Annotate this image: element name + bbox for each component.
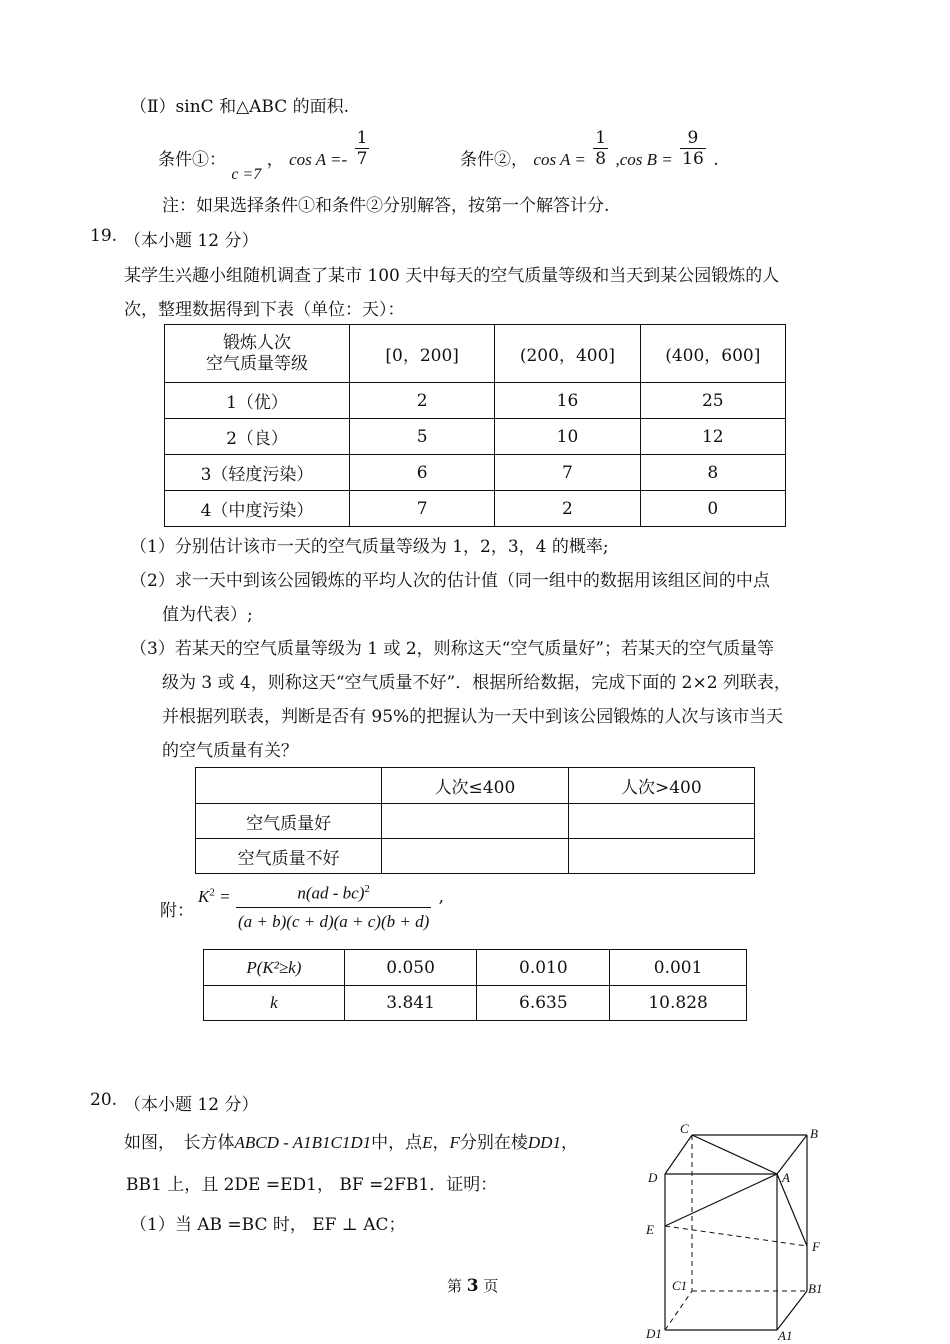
page-footer bbox=[447, 1275, 498, 1296]
row-label: 2（良） bbox=[165, 419, 350, 455]
cond2-b-denominator: 16 bbox=[682, 149, 704, 169]
row-label: 空气质量好 bbox=[196, 804, 382, 839]
formula-numerator-exponent: 2 bbox=[364, 883, 370, 895]
column-header: (200，400] bbox=[495, 325, 640, 383]
edge-line bbox=[665, 1135, 692, 1174]
q20-line2: BB1 上，且 2DE =ED1， BF =2FB1．证明： bbox=[126, 1175, 498, 1195]
cond2-end: . bbox=[713, 150, 719, 170]
q20-points: （本小题 12 分） bbox=[124, 1095, 259, 1115]
edge-line bbox=[665, 1174, 777, 1226]
table-row bbox=[165, 383, 786, 419]
vertex-label-c: C bbox=[680, 1121, 689, 1136]
q20-line1-text: ， bbox=[432, 1133, 450, 1153]
column-header: (400，600] bbox=[640, 325, 785, 383]
table-cell: 0 bbox=[640, 491, 785, 527]
vertex-label-a: A bbox=[782, 1170, 790, 1185]
q18-condition-2 bbox=[460, 128, 719, 174]
table-row bbox=[196, 839, 755, 874]
vertex-label-d1: D1 bbox=[646, 1326, 662, 1341]
table-cell: 7 bbox=[350, 491, 495, 527]
cond1-cos: cos A =- bbox=[289, 150, 348, 169]
q20-line1 bbox=[124, 1128, 578, 1153]
row-label: 空气质量不好 bbox=[196, 839, 382, 874]
edge-line bbox=[777, 1291, 807, 1330]
blank-cell[interactable] bbox=[568, 839, 754, 874]
formula-numerator-text: n(ad - bc) bbox=[297, 883, 365, 903]
q18-note: 注：如果选择条件①和条件②分别解答，按第一个解答计分. bbox=[162, 196, 610, 216]
critical-value-table bbox=[203, 949, 747, 1021]
table-cell: 5 bbox=[350, 419, 495, 455]
footer-suffix: 页 bbox=[483, 1277, 499, 1295]
column-header: [0，200] bbox=[350, 325, 495, 383]
formula-exponent: 2 bbox=[209, 886, 215, 899]
column-header: 人次≤400 bbox=[382, 768, 568, 804]
row-label: 4（中度污染） bbox=[165, 491, 350, 527]
q20-edge: DD1 bbox=[527, 1133, 561, 1152]
table-cell: 2 bbox=[495, 491, 640, 527]
q20-point-f: F bbox=[449, 1133, 460, 1152]
corner-top-label: 锻炼人次 bbox=[223, 332, 292, 353]
table-row bbox=[204, 950, 747, 986]
cond1-comma: ， bbox=[266, 150, 284, 170]
vertex-label-e: E bbox=[646, 1222, 654, 1237]
cond2-a-numerator: 1 bbox=[595, 128, 607, 148]
corner-bottom-label: 空气质量等级 bbox=[206, 353, 309, 374]
cond1-denominator: 7 bbox=[356, 149, 368, 169]
table-cell: 3.841 bbox=[344, 986, 477, 1021]
cond1-label: 条件①： bbox=[158, 150, 226, 170]
table-header-row bbox=[165, 325, 786, 383]
table-cell: 0.010 bbox=[477, 950, 610, 986]
appendix-label: 附： bbox=[160, 901, 194, 921]
q19-sub1: （1）分别估计该市一天的空气质量等级为 1，2，3，4 的概率; bbox=[130, 537, 609, 557]
cond1-numerator: 1 bbox=[356, 128, 368, 148]
table-cell: 2 bbox=[350, 383, 495, 419]
table-corner-cell bbox=[196, 768, 382, 804]
hidden-edge bbox=[665, 1226, 807, 1246]
table-cell: 6.635 bbox=[477, 986, 610, 1021]
table-cell: 0.001 bbox=[610, 950, 747, 986]
table-cell: 25 bbox=[640, 383, 785, 419]
cond2-fraction-a bbox=[593, 128, 608, 169]
q19-sub2-line2: 值为代表）; bbox=[162, 605, 253, 625]
cond2-cosB: ,cos B = bbox=[615, 150, 673, 169]
table-row bbox=[165, 419, 786, 455]
formula-fraction bbox=[236, 876, 431, 936]
vertex-label-d: D bbox=[648, 1170, 658, 1185]
page-number: 3 bbox=[466, 1276, 479, 1296]
row-label: P(K²≥k) bbox=[204, 950, 345, 986]
table-row bbox=[196, 804, 755, 839]
formula-end: , bbox=[438, 887, 445, 908]
q18-part2: （Ⅱ）sinC 和△ABC 的面积. bbox=[130, 97, 350, 117]
blank-cell[interactable] bbox=[382, 804, 568, 839]
table-cell: 0.050 bbox=[344, 950, 477, 986]
table-cell: 10.828 bbox=[610, 986, 747, 1021]
q19-sub3-line2: 级为 3 或 4，则称这天“空气质量不好”．根据所给数据，完成下面的 2×2 列联表， bbox=[162, 673, 791, 693]
table-cell: 7 bbox=[495, 455, 640, 491]
table-row bbox=[204, 986, 747, 1021]
q20-line3: （1）当 AB =BC 时， EF ⊥ AC； bbox=[130, 1215, 406, 1235]
table-corner-cell bbox=[165, 325, 350, 383]
vertex-label-f: F bbox=[812, 1239, 820, 1254]
q20-line1-text: 分别在棱 bbox=[459, 1133, 528, 1153]
blank-cell[interactable] bbox=[382, 839, 568, 874]
table-header-row bbox=[196, 768, 755, 804]
q20-point-e: E bbox=[422, 1133, 433, 1152]
edge-line bbox=[692, 1135, 777, 1174]
cond1-c: c =7 bbox=[231, 166, 262, 183]
table-cell: 12 bbox=[640, 419, 785, 455]
vertex-label-c1: C1 bbox=[672, 1278, 688, 1293]
q20-number: 20. bbox=[90, 1090, 118, 1110]
cond2-b-numerator: 9 bbox=[680, 128, 706, 149]
column-header: 人次>400 bbox=[568, 768, 754, 804]
table-cell: 16 bbox=[495, 383, 640, 419]
q20-solid-name: ABCD - A1B1C1D1 bbox=[234, 1133, 372, 1152]
footer-prefix: 第 bbox=[447, 1277, 463, 1295]
k-squared-formula bbox=[198, 876, 444, 936]
air-quality-table bbox=[164, 324, 786, 527]
q19-intro-line2: 次，整理数据得到下表（单位：天）： bbox=[124, 300, 405, 320]
q20-line1-text: 中，点 bbox=[371, 1133, 423, 1153]
row-label: 1（优） bbox=[165, 383, 350, 419]
hidden-edge bbox=[665, 1291, 692, 1330]
cond2-cosA: cos A = bbox=[533, 150, 586, 169]
cuboid-figure bbox=[640, 1118, 840, 1344]
table-cell: 10 bbox=[495, 419, 640, 455]
formula-k: K bbox=[198, 887, 210, 907]
formula-numerator bbox=[236, 876, 431, 908]
q19-sub3-line1: （3）若某天的空气质量等级为 1 或 2，则称这天“空气质量好”；若某天的空气质量等 bbox=[130, 639, 775, 659]
q19-number: 19. bbox=[90, 226, 118, 246]
table-cell: 6 bbox=[350, 455, 495, 491]
table-cell: 8 bbox=[640, 455, 785, 491]
cond1-fraction bbox=[355, 128, 370, 169]
table-row bbox=[165, 491, 786, 527]
q20-line1-text: 如图， 长方体 bbox=[124, 1133, 235, 1153]
contingency-table bbox=[195, 767, 755, 874]
formula-denominator: (a + b)(c + d)(a + c)(b + d) bbox=[237, 911, 430, 931]
q18-condition-1 bbox=[158, 128, 371, 183]
cond2-a-denominator: 8 bbox=[595, 149, 607, 169]
q19-sub3-line3: 并根据列联表，判断是否有 95%的把握认为一天中到该公园锻炼的人次与该市当天 bbox=[162, 707, 784, 727]
blank-cell[interactable] bbox=[568, 804, 754, 839]
formula-lhs: $K^2$ = bbox=[198, 886, 231, 907]
edge-line bbox=[777, 1135, 807, 1174]
row-label: 3（轻度污染） bbox=[165, 455, 350, 491]
q20-line1-text: ， bbox=[560, 1133, 578, 1153]
cond2-label: 条件②， bbox=[460, 150, 528, 170]
cond2-fraction-b bbox=[680, 128, 706, 169]
vertex-label-a1: A1 bbox=[778, 1328, 793, 1343]
row-label: k bbox=[204, 986, 345, 1021]
q19-points: （本小题 12 分） bbox=[124, 231, 259, 251]
table-row bbox=[165, 455, 786, 491]
vertex-label-b: B bbox=[810, 1126, 818, 1141]
vertex-label-b1: B1 bbox=[808, 1281, 823, 1296]
q19-sub3-line4: 的空气质量有关？ bbox=[162, 741, 298, 761]
q19-sub2-line1: （2）求一天中到该公园锻炼的平均人次的估计值（同一组中的数据用该组区间的中点 bbox=[130, 571, 770, 591]
q19-intro-line1: 某学生兴趣小组随机调查了某市 100 天中每天的空气质量等级和当天到某公园锻炼的人 bbox=[124, 266, 780, 286]
